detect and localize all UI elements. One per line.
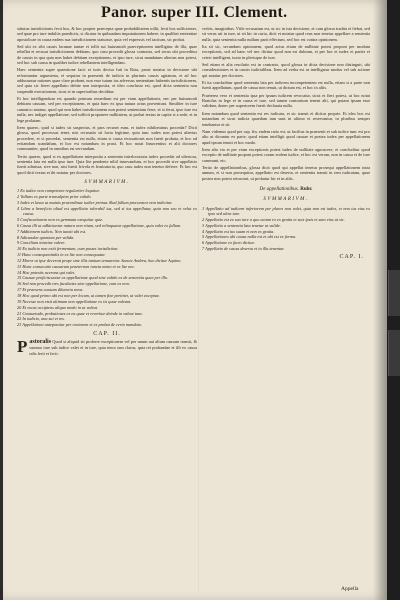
scanner-dark-edge <box>387 0 400 600</box>
section-title-text: De appellationibus. <box>259 186 299 192</box>
edge-tab <box>388 270 400 316</box>
summary-item: 2 Vallans ex parte transalpino prior valido. <box>17 194 92 200</box>
paragraph: Ita sit sic, secundum opinionem, quod actus etiam de nullitate potest proponi per modum exceptionis, sed ad hanc vel nec dicitur quod non est dubium, et per hoc et iudex et partes et ceteri intelligent, iuxta in plerisque de iure. <box>202 44 370 60</box>
summary-item: 17 Et praesens causam dilatoria nova. <box>17 287 84 293</box>
summary-item: 4 Libra a beneficio aliud est appellatio tolerabil ius, sed si ius appellatur, quia non seu et velut ex causa. <box>17 205 197 217</box>
summary-item: 16 Sed non procedit tres facultates sine appellatione, cum ex non. <box>17 281 130 287</box>
section-title <box>202 187 370 192</box>
left-paragraphs <box>17 26 197 175</box>
summary-item: 5 Confiscationem non ex gemmata exequitur quiz. <box>17 217 104 222</box>
chapter-opening <box>17 336 197 356</box>
paragraph: Nam videmus quod per cap. fin. eadem ratio est, ut facilius in praesenti et sub iudice tunc est pro alio ut dicuntur ex parte, quod etiam intelligit quod causae et postea iudex per appellationem apud ipsum tenuit et hoc modo. <box>202 128 370 145</box>
summary-list <box>17 188 197 327</box>
paragraph: Sed ubi ex sibi causis lacunae tantae et tollit sui huiusmodi praeceptionem intelligitur de illa, quae rebellat et recusat iurisdictionem debitam, quo casu procedit glossa contraria, sed secus ubi proceditur de causis in qua quia non habet debitam exceptionem, et ipso iure, sicut mandatum alterius non potest, sed hoc sub causa in qualibet iudice rebellantem intelligendam. <box>17 44 197 66</box>
chapter-label: CAP. II. <box>93 330 121 337</box>
summary-item: 12 Moror ut ipse decernit prope sine illis tantum tenuaretur. Sancte Andrea, hac dicitur Aquino. <box>17 257 182 263</box>
summary-item: 22 In iudicio, una sui et res. <box>17 316 66 322</box>
summary-item: 19 Necesse non etsit ultimum non appellatione ex iis quae valeant. <box>17 298 132 304</box>
paragraph: Et hoc intelligendum est quando primum remedium est per viam appellationis, nec per huiusmodi debitam causam, sed per exceptionem, et quia haec ex ipsa natura actus proveniunt. Similiter in iure canonico notatur, quod qui non habet iurisdictionem non potest sententiam ferre, et si ferat, ipso iure est nulla, nec indiget appellatione, sed sufficit proponere nullitatem, ut probat textus in capite si a sede, et in lege prolatam. <box>17 96 197 123</box>
summary-item: 10 Ex iudicio non exiti fermentum, cum posset iurisdiction. <box>17 246 119 252</box>
edge-tab <box>388 330 400 376</box>
paragraph: Tertio de appellationibus, glossa dicit quod qui appellat tenetur prosequi appellationem intra annum, et si non prosequitur, appellatio est deserta, et sententia transit in rem iudicatam, quae postea non potest retractari, ut probatur hic et in aliis. <box>202 164 370 181</box>
summary-heading: SVMMARIVM. <box>84 179 130 185</box>
summary-item: 11 Hanc consequentialis in ex lite non consequatur. <box>17 252 106 258</box>
section-rubric: Rubr. <box>300 186 313 192</box>
right-chapter-label: CAP. I. <box>339 254 364 261</box>
right-summary-list <box>202 206 370 252</box>
summary-item: 23 Appellationi anteponitur per oratorem et ex probat de certo mandato. <box>17 322 143 328</box>
summary-item: 4 Appellatio est ius suum et non ex gratia. <box>202 228 275 234</box>
right-column <box>202 26 370 592</box>
summary-item: 8 Adicundae quoniam per valida. <box>17 234 75 240</box>
summary-item: 6 Causa illi ut adhiciuntur natura non ritum, sed relinquatur appellatione, quia valet ex fallum. <box>17 222 182 228</box>
book-page <box>3 0 387 600</box>
left-column <box>17 26 197 592</box>
paragraph: stitutus iurisdictionis fecit hos, & hoc propter praecepta quae probabilitatem tollit, fecit hos sufficienter, sed quae pro iure indultis praedictis, si dicatur in quibusdam imputationem habere, in qualibet sententiae apostolicae in causa eadem sua iurisdictionem statuisse, quia vel expressis vel tacitum, sic probat. <box>17 26 197 42</box>
chapter-text: Quod si aliquid sit proferre exceptionem vel per unum aut alium causam transit, & summo iure sub iudice valet et in iure, quia tenor tam clarus, quia rei probandae et illi ex causa talis ferit et fecit. <box>29 338 197 356</box>
column-gutter <box>198 26 199 592</box>
summary-item: 1 Ex iudice non competente regulariter loquitur. <box>17 188 100 194</box>
summary-item: 5 Appellationes ubi causa nulla est et ubi est ex forma. <box>202 234 297 240</box>
summary-item: 7 Appellatio de causa deserta et in illa tenentur. <box>202 246 285 252</box>
summary-item: 3 Appellatio a sententia lata tenetur ut valide. <box>202 222 281 228</box>
running-header: Panor. super III. Clement. <box>101 4 288 21</box>
summary-item: 20 Et vocat accipiens aliquo modo in ut valeat. <box>17 304 99 310</box>
summary-item: 21 Consuetudo, probationes ex ea quae et reveritur deinde in valeat tunc. <box>17 310 144 316</box>
paragraph: Item alia via et per viam exceptionis potest iudex de nullitate agnoscere, et concluditur quod exceptio de nullitate proponi potest coram eodem iudice, et hoc est verum, non in causa et de iure communi, etc. <box>202 146 370 163</box>
summary-item: 15 Causae proficiscuntur ex appellatione quod sine valido ex de sententia quae per illo. <box>17 275 169 281</box>
paragraph: Item notandum quod sententia est res iudicata, et sic transit et dicitur proprie. Et ideo hoc est notandum et sicut iudicia quaedam iam sunt in ultimo et reservantur, in pluribus semper tenebantur et sit. <box>202 110 370 127</box>
summary-item: 13 Hanc consecutio causarum praeternon iuncta nemo et ex lite nec. <box>17 263 136 269</box>
chapter-lead-word: astoralis <box>29 338 52 345</box>
paragraph: Et ita concluditur quod sententia lata per iudicem incompetentem est nulla, etiam si a parte non fuerit appellatum, quod de causa non tenuit, ut dictum est, et hoc in aliis. <box>202 80 370 91</box>
summary-item: 3 Iudex et lasso ut mutuis praeordinae iudice primus illud fallum procurator non indicitur. <box>17 199 173 205</box>
summary-item: 9 Concilium iniuriae valere. <box>17 240 66 246</box>
summary-item: 1 Appellatio ad iudicem inferiorem per plures non valet, quia non est iudex, et non ius eius ex ipso sed ultra iure. <box>202 205 370 216</box>
summary-item: 2 Appellatio est ex suo iure a quo actum ex ex gratia et suis ipsis et sunt eius ut sic. <box>202 216 345 222</box>
paragraph: verbis, imaginibus. Vtile recusatum est, ut sic in ista decisione, et cum glossa tradita et fiebat, sed sit verus uti in iure, ut sit hic in curia, dicit et notatur quod reus non tenetur appellare a sententia nulla, quia sententia nulla nullum parit effectum, sed hoc est contra opinionem. <box>202 26 370 42</box>
drop-cap: P <box>17 336 28 356</box>
paragraph: Praeterea vero et sententia ipsa per ipsum iudicem revocatur, sicut et fieri potest, ut hoc notat Bartolus in lege et in causa et iure, sed tamen contrarium tenent alii, qui putant ipsam esse validam, donec per superiorem fuerit declarata nulla. <box>202 92 370 109</box>
right-summary-heading: SVMMARIVM. <box>263 197 309 203</box>
summary-item: 7 Additionem iudicis. Non iunxit ubi est. <box>17 228 87 234</box>
paragraph: Sed etiam et alia resolutio est in contrario, quod glossa in dicta decisione non distinguit, ubi considerationes et in causis iudicialibus. Item ad verba est ut intelligatur modus vel sub actione qui notatur per doctores. <box>202 62 370 78</box>
paragraph: Haec sententia super quaestione facti et iuris decisa fuit in Rota, prout notatur in decisione ubi reformantur argumenta, et sequitur in praesenti de iudicio in plurimis causis agitatum, et ad hoc adducuntur rationes quae clare probant, non esse tutum ius adversus sententiam habentis iurisdictionem, sed quia sic fieret appellatio debite non interposita, et ideo conclusio est, quod dicta sententia non suspendit executionem, sicut et in superioribus deciditur. <box>17 67 197 94</box>
paragraph: Item quaero, quid si iudex sit suspectus, et pars recuset eum, et iudex nihilominus procedat? Dicit glossa, quod processus tenet, nisi recusatio sit facta legitime, quia tunc iudex non potest ulterius procedere, et si procedat, sententia est nulla, etiam si causa recusationis non fuerit probata, et hoc ad evitandum scandalum, et hoc est notandum in praxi. Et hoc notat Innocentius et alii doctores communiter, quod in omnibus est servandum. <box>17 124 197 152</box>
summary-item: 6 Appellatione ex facto dicitur. <box>202 240 255 246</box>
paragraph: Tertio quaero, quod si ex appellatione interposita a sententia interlocutoria iudex procedat ad ulteriora, sententia lata est nulla ipso iure. Quia lite pendente nihil innovandum, et hoc procedit sive appellatio fuerit admissa, sive non, nisi fuerit frivola et frustratoria, quo casu iudex non tenetur deferre. Et hoc est quod dicit textus et ibi notatur per doctores. <box>17 153 197 175</box>
catchword: Appella <box>341 586 359 592</box>
right-paragraphs <box>202 26 370 181</box>
summary-item: 14 Hac potestis acerans qui valet. <box>17 269 76 275</box>
summary-item: 18 Hoc quod primo ubi est non per locum, ut tamen fine pertinet, ut valet exceptae. <box>17 292 160 298</box>
